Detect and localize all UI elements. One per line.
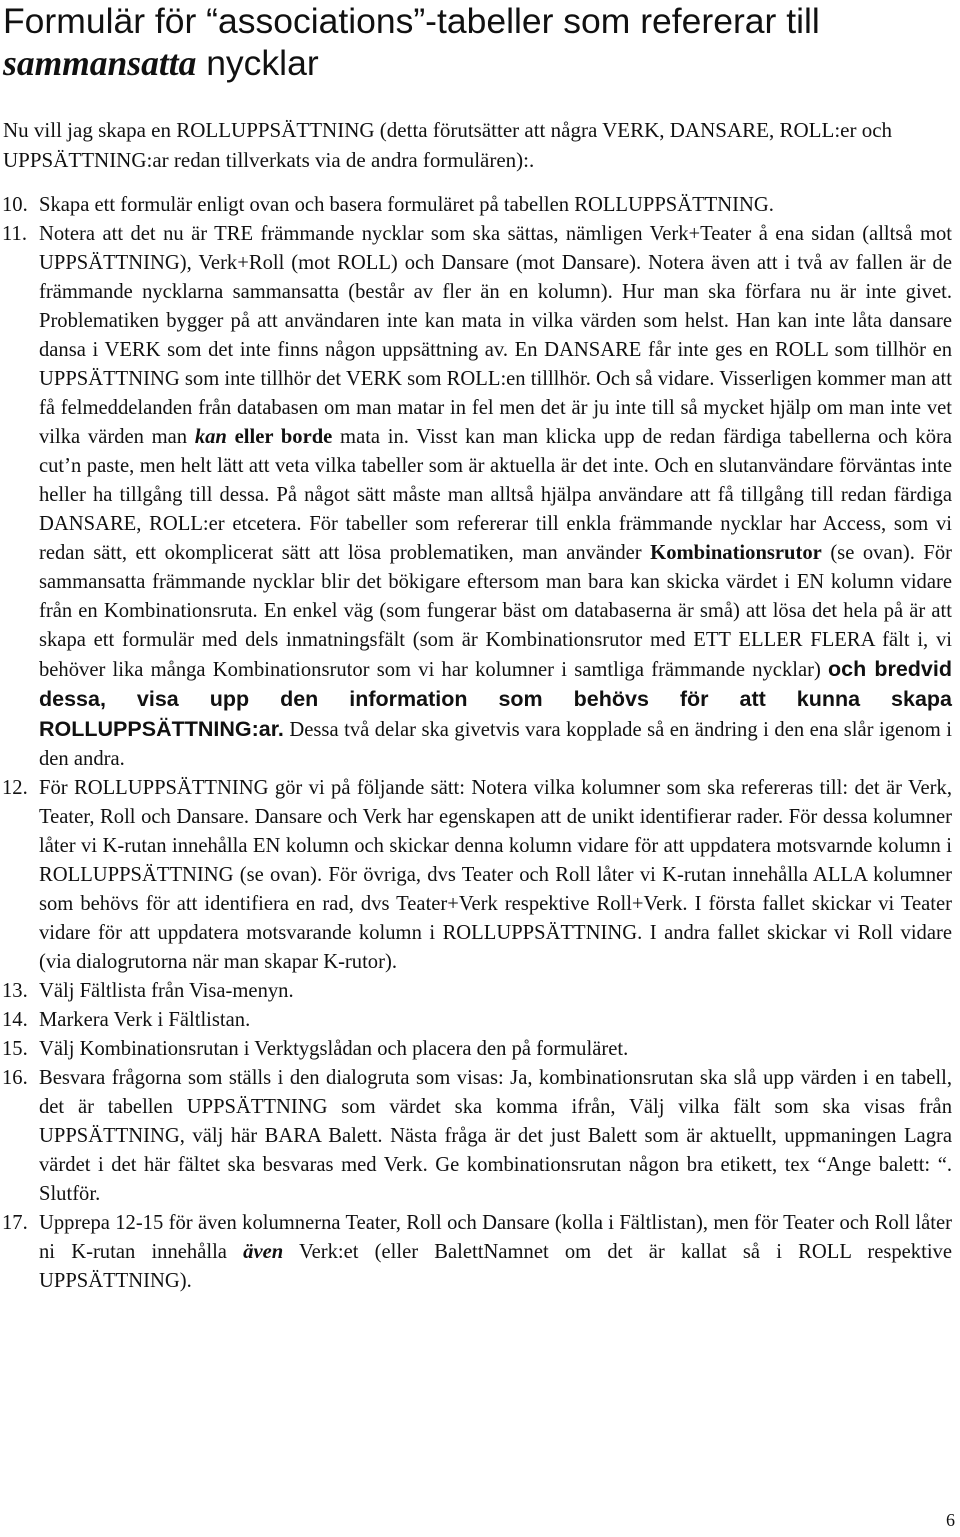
list-item [0, 774, 952, 977]
step-number: 17. [2, 1212, 28, 1234]
steps-list [0, 191, 952, 1296]
list-item [0, 1035, 952, 1064]
emphasis-kombinationsrutor: Kombinationsrutor [650, 542, 822, 564]
step-number: 10. [2, 194, 28, 216]
intro-paragraph: Nu vill jag skapa en ROLLUPPSÄTTNING (detta förutsätter att några VERK, DANSARE, ROLL:er och UPPSÄTTNING:ar redan tillverkats via de andra formulären):. [3, 118, 893, 172]
step-text: Dessa två delar ska givetvis vara kopplade så en ändring i den ena slår igenom i den andra. [39, 719, 952, 770]
emphasis-kan: kan [194, 426, 227, 448]
emphasis-eller-borde: eller borde [234, 426, 333, 448]
step-number: 12. [2, 777, 28, 799]
title-italic: sammansatta [3, 43, 197, 83]
title-text: Formulär för “associations”-tabeller som refererar till [3, 1, 820, 41]
step-text: mata in. Visst kan man klicka upp de redan färdiga tabellerna och köra cut’n paste, men helt lätt att veta vilka tabeller som är aktuella är det inte. Och en slutanvändare förväntas inte heller ha tillgång till dessa. På något sätt måste man alltså hjälpa användare att få tillgång till redan färdiga DANSARE, ROLL:er etcetera. För tabeller som refererar till enkla främmande nycklar har Access, som vi redan sätt, ett okomplicerat sätt att lösa problematiken, man använder [39, 426, 952, 564]
step-text: Välj Fältlista från Visa-menyn. [39, 980, 294, 1002]
step-text: För ROLLUPPSÄTTNING gör vi på följande sätt: Notera vilka kolumner som ska refereras till: det är Verk, Teater, Roll och Dansare. Dansare och Verk har egenskapen att de unikt identifierar rader. För dessa kolumner låter vi K-rutan innehålla EN kolumn och skickar denna kolumn vidare för att uppdatera motsvarnde kolumn i ROLLUPPSÄTTNING (se ovan). För övriga, dvs Teater och Roll låter vi K-rutan innehålla ALLA kolumner som behövs för att identifiera en rad, dvs Teater+Verk respektive Roll+Verk. I första fallet skickar vi Teater vidare för att uppdatera motsvarande kolumn i ROLLUPPSÄTTNING. I andra fallet skickar vi Roll vidare (via dialogrutorna när man skapar K-rutor). [39, 777, 952, 973]
step-text: Notera att det nu är TRE främmande nycklar som ska sättas, nämligen Verk+Teater å ena sidan (alltså mot UPPSÄTTNING), Verk+Roll (mot ROLL) och Dansare (mot Dansare). Notera även att i två av fallen är de främmande nycklarna sammansatta (består av fler än en kolumn). Hur man ska förfara nu är inte givet. Problematiken bygger på att användaren inte kan mata in vilka värden som helst. Han kan inte låta dansare dansa i VERK som det inte finns någon uppsättning av. En DANSARE får inte ges en ROLL som tillhör en UPPSÄTTNING som inte tillhör det VERK som ROLL:en tilllhör. Och så vidare. Visserligen kommer man att få felmeddelanden från databasen om man matar in fel men det är ju inte till så mycket hjälp om man inte vet vilka värden man [39, 223, 952, 448]
step-text: Verk:et (eller BalettNamnet om det är kallat så i ROLL respektive UPPSÄTTNING). [39, 1241, 952, 1292]
list-item [0, 220, 952, 774]
step-number: 13. [2, 980, 28, 1002]
step-number: 14. [2, 1009, 28, 1031]
step-number: 16. [2, 1067, 28, 1089]
page-title [3, 0, 953, 84]
page-number: 6 [946, 1510, 955, 1530]
emphasis-aven: även [243, 1241, 284, 1263]
list-item [0, 191, 952, 220]
step-text: Upprepa 12-15 för även kolumnerna Teater, Roll och Dansare (kolla i Fältlistan), men för Teater och Roll låter ni K-rutan innehålla [39, 1212, 952, 1263]
list-item [0, 1209, 952, 1296]
step-text: Välj Kombinationsrutan i Verktygslådan och placera den på formuläret. [39, 1038, 629, 1060]
step-text: Besvara frågorna som ställs i den dialogruta som visas: Ja, kombinationsrutan ska slå upp värden i en tabell, det är tabellen UPPSÄTTNING som värdet ska komma ifrån, Välj vilka fält som ska visas från UPPSÄTTNING, välj här BARA Balett. Nästa fråga är det just Balett som är aktuellt, uppmaningen Lagra värdet i det här fältet ska besvaras med Verk. Ge kombinationsrutan någon bra etikett, tex “Ange balett: “. Slutför. [39, 1067, 952, 1205]
step-text: (se ovan). För sammansatta främmande nycklar blir det bökigare eftersom man bara kan skicka värdet i EN kolumn vidare från en Kombinationsruta. En enkel väg (som fungerar bäst om databaserna är små) att lösa det hela på är att skapa ett formulär med dels inmatningsfält (som är Kombinationsrutor med ETT ELLER FLERA fält i, vi behöver lika många Kombinationsrutor som vi har kolumner i samtliga främmande nycklar) [39, 542, 952, 681]
list-item [0, 977, 952, 1006]
step-number: 11. [2, 223, 27, 245]
list-item [0, 1006, 952, 1035]
step-text: Markera Verk i Fältlistan. [39, 1009, 251, 1031]
title-text-end: nycklar [196, 43, 319, 83]
step-number: 15. [2, 1038, 28, 1060]
emphasis-bold-sans: och bredvid dessa, visa upp den information som behövs för att kunna skapa ROLLUPPSÄTTNING:ar. [39, 657, 952, 741]
list-item [0, 1064, 952, 1209]
step-text: Skapa ett formulär enligt ovan och basera formuläret på tabellen ROLLUPPSÄTTNING. [39, 194, 774, 216]
